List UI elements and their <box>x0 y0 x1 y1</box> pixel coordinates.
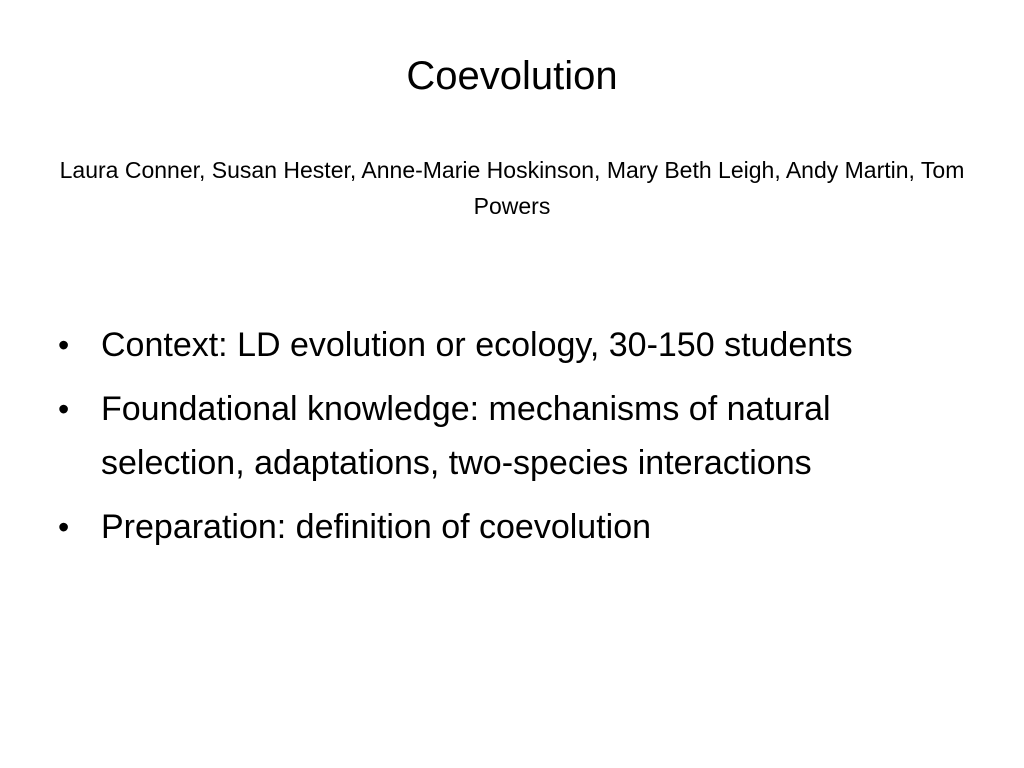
bullet-text-foundational-knowledge: Foundational knowledge: mechanisms of natural selection, adaptations, two-species interactions <box>101 390 831 482</box>
bullet-list <box>58 318 938 564</box>
slide-title: Coevolution <box>406 54 618 98</box>
slide-authors: Laura Conner, Susan Hester, Anne-Marie Hoskinson, Mary Beth Leigh, Andy Martin, Tom Powers <box>59 157 965 219</box>
bullet-item-context <box>58 318 938 372</box>
bullet-dot-icon: • <box>58 509 70 545</box>
title-block <box>30 50 994 224</box>
bullet-item-preparation <box>58 500 938 554</box>
bullet-text-context: Context: LD evolution or ecology, 30-150 students <box>101 326 853 364</box>
bullet-dot-icon: • <box>58 391 70 427</box>
bullet-dot-icon: • <box>58 327 70 363</box>
bullet-item-foundational-knowledge <box>58 382 938 490</box>
bullet-text-preparation: Preparation: definition of coevolution <box>101 508 652 546</box>
